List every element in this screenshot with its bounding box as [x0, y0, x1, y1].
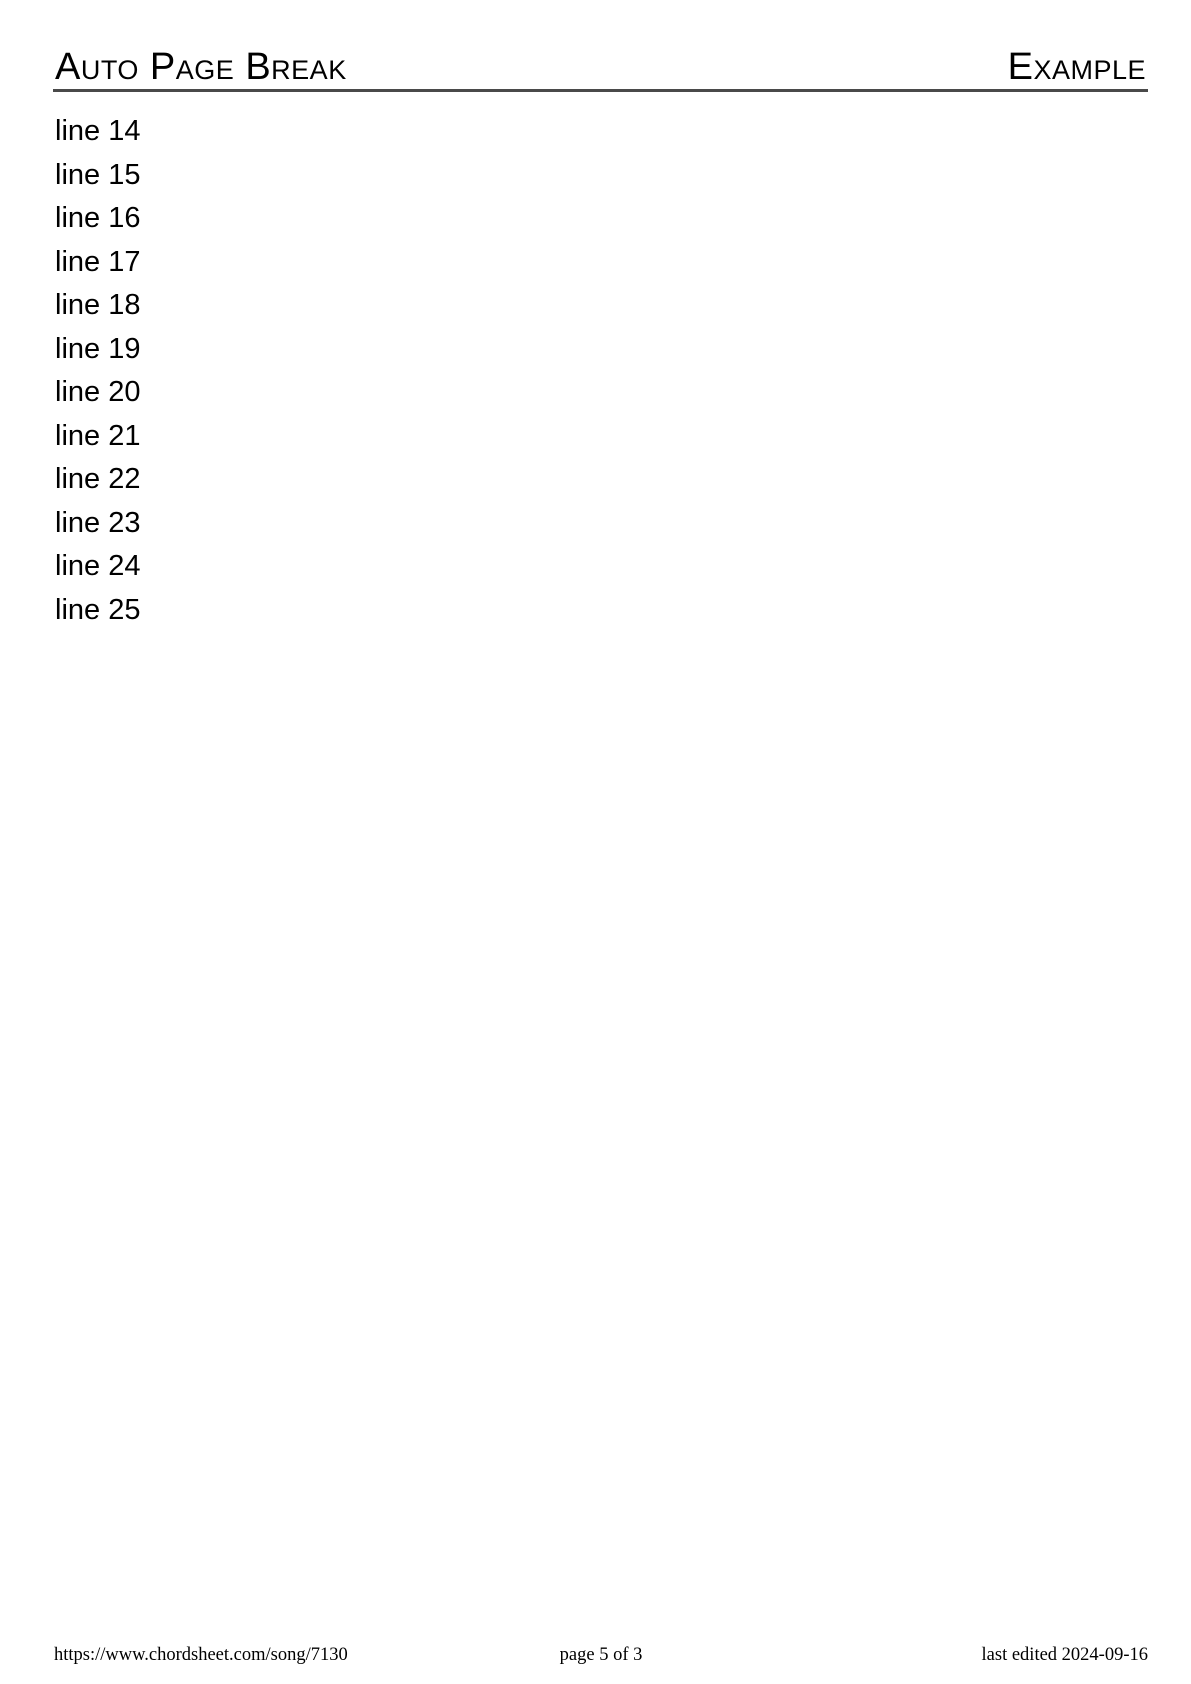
song-line: line 23: [55, 506, 141, 539]
song-body: [55, 110, 1146, 632]
song-line: line 24: [55, 550, 141, 582]
footer-last-edited: last edited 2024-09-16: [981, 1644, 1148, 1665]
footer-page-info: page 5 of 3: [559, 1644, 643, 1665]
song-line: line 25: [55, 593, 141, 626]
song-line: line 14: [55, 115, 141, 147]
header: [55, 48, 1146, 86]
song-line: line 20: [55, 376, 141, 408]
page-title: Auto Page Break: [55, 46, 347, 88]
song-line: line 18: [55, 289, 141, 321]
song-line: line 22: [55, 463, 141, 495]
song-line: line 15: [55, 158, 141, 191]
footer-url: https://www.chordsheet.com/song/7130: [54, 1644, 348, 1665]
header-example-label: Example: [1007, 46, 1146, 88]
song-line: line 16: [55, 202, 141, 234]
song-line: line 21: [55, 419, 141, 452]
header-rule: [53, 89, 1148, 92]
footer: [54, 1645, 1148, 1666]
song-line: line 19: [55, 332, 141, 365]
song-line: line 17: [55, 245, 141, 278]
